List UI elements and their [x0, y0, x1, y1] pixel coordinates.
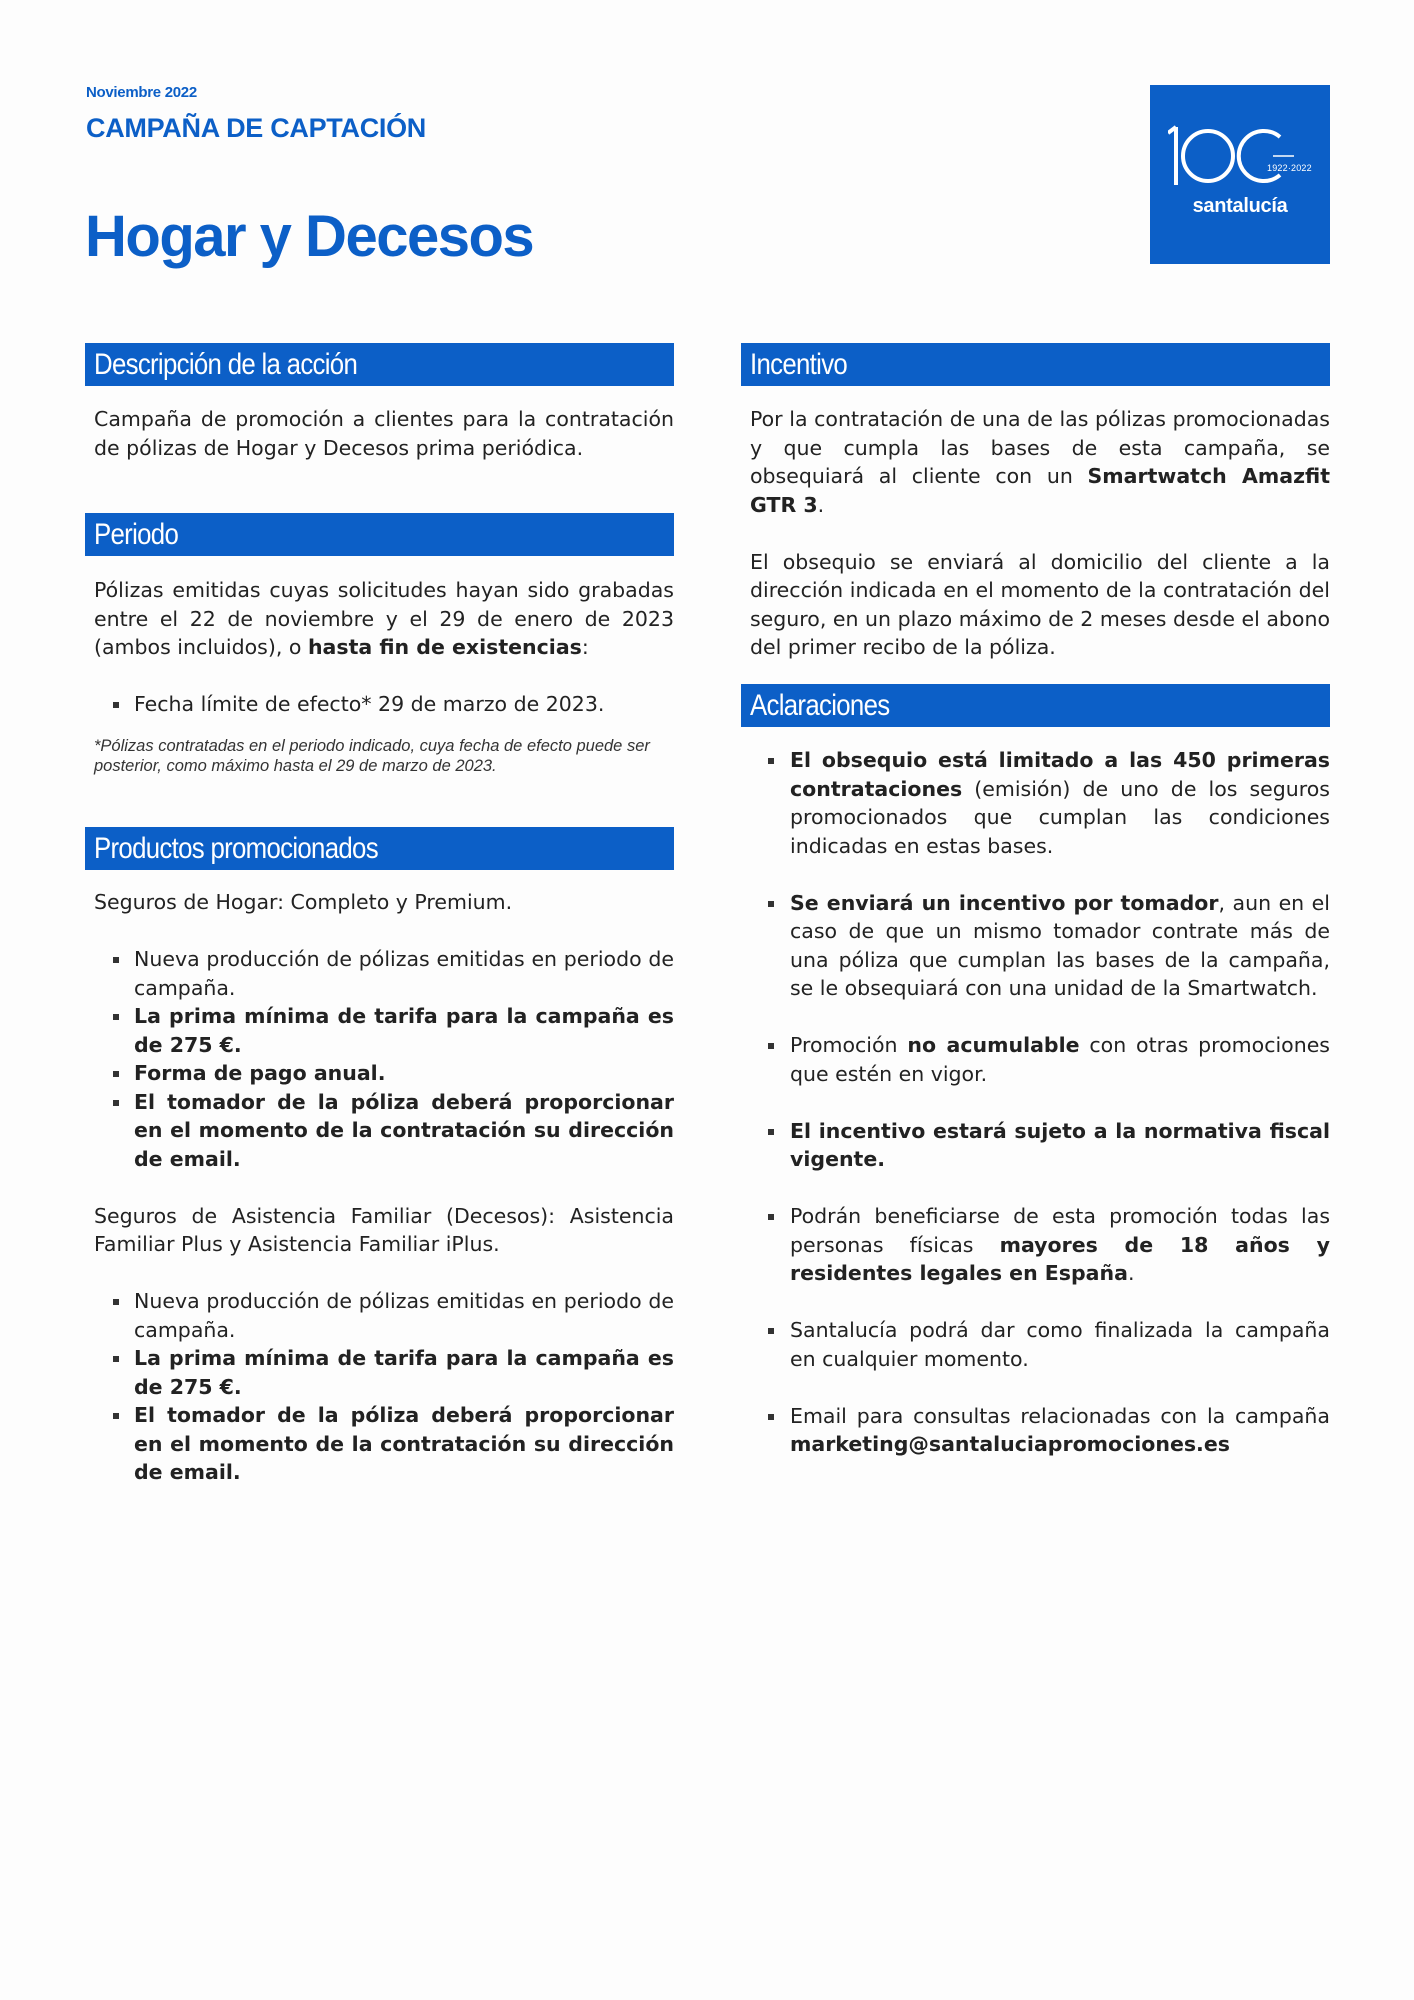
periodo-footnote: *Pólizas contratadas en el periodo indicado, cuya fecha de efecto puede ser posterior, como máximo hasta el 29 de marzo de 2023.: [94, 737, 650, 775]
aclaraciones-list: [750, 746, 1330, 1459]
list-item: Forma de pago anual.: [94, 1059, 674, 1088]
list-item: El tomador de la póliza deberá proporcionar en el momento de la contratación su dirección de email.: [94, 1088, 674, 1174]
list-item: El tomador de la póliza deberá proporcionar en el momento de la contratación su dirección de email.: [94, 1401, 674, 1487]
section-header-aclaraciones: Aclaraciones: [741, 684, 1330, 727]
descripcion-text: Campaña de promoción a clientes para la contratación de pólizas de Hogar y Decesos prima periódica.: [94, 407, 674, 460]
section-header-periodo: Periodo: [85, 513, 674, 556]
section-header-incentivo: Incentivo: [741, 343, 1330, 386]
spacer: [750, 1174, 1330, 1203]
page-title: Hogar y Decesos: [85, 204, 534, 269]
list-item: Nueva producción de pólizas emitidas en periodo de campaña.: [94, 1287, 674, 1344]
spacer: [750, 1003, 1330, 1032]
spacer: [750, 1088, 1330, 1117]
spacer: [750, 860, 1330, 889]
list-item: El obsequio está limitado a las 450 primeras contrataciones (emisión) de uno de los seguros promocionados que cumplan las condiciones indicadas en estas bases.: [750, 746, 1330, 860]
list-item: Podrán beneficiarse de esta promoción todas las personas físicas mayores de 18 años y residentes legales en España.: [750, 1202, 1330, 1288]
list-item: Nueva producción de pólizas emitidas en periodo de campaña.: [94, 945, 674, 1002]
logo-years: 1922·2022: [1267, 163, 1312, 173]
list-item: La prima mínima de tarifa para la campaña es de 275 €.: [94, 1344, 674, 1401]
contact-email[interactable]: marketing@santaluciapromociones.es: [790, 1432, 1230, 1456]
incentivo-text: Por la contratación de una de las pólizas promocionadas y que cumpla las bases de esta campaña, se obsequiará al cliente con un Smartwatch Amazfit GTR 3. El obsequio se enviará al domicilio del cliente a la dirección indicada en el momento de la contratación del seguro, en un plazo máximo de 2 meses desde el abono del primer recibo de la póliza.: [750, 407, 1330, 659]
date-label: Noviembre 2022: [86, 84, 197, 101]
list-item: Se enviará un incentivo por tomador, aun en el caso de que un mismo tomador contrate más de una póliza que cumplan las bases de la campaña, se le obsequiará con una unidad de la Smartwatch.: [750, 889, 1330, 1003]
centenary-100-icon: [1168, 123, 1296, 193]
section-header-descripcion: Descripción de la acción: [85, 343, 674, 386]
productos-text: Seguros de Hogar: Completo y Premium. Nueva producción de pólizas emitidas en periodo de campaña. La prima mínima de tarifa para la campaña es de 275 €. Forma de pago anual. El tomador de la póliza deberá proporcionar en el momento de la contratación su dirección de email. Seguros de Asistencia Familiar (Decesos): Asistencia Familiar Plus y Asistencia Familiar iPlus. Nueva producción de pólizas emitidas en periodo de campaña. La prima mínima de tarifa para la campaña es de 275 €. El tomador de la póliza deberá proporcionar en el momento de la contratación su dirección de email.: [94, 888, 674, 1487]
list-item: La prima mínima de tarifa para la campaña es de 275 €.: [94, 1002, 674, 1059]
section-header-productos: Productos promocionados: [85, 827, 674, 870]
list-item: Santalucía podrá dar como finalizada la campaña en cualquier momento.: [750, 1316, 1330, 1373]
list-item: Email para consultas relacionadas con la campaña marketing@santaluciapromociones.es: [750, 1402, 1330, 1459]
list-item: Promoción no acumulable con otras promociones que estén en vigor.: [750, 1031, 1330, 1088]
spacer: [750, 1373, 1330, 1402]
logo-brand: santalucía: [1192, 195, 1288, 217]
spacer: [750, 1288, 1330, 1317]
santalucia-logo: [1150, 85, 1330, 264]
list-item: El incentivo estará sujeto a la normativa fiscal vigente.: [750, 1117, 1330, 1174]
periodo-text: Pólizas emitidas cuyas solicitudes hayan sido grabadas entre el 22 de noviembre y el 29 de enero de 2023 (ambos incluidos), o hasta fin de existencias: Fecha límite de efecto* 29 de marzo de 2023.: [94, 576, 674, 719]
list-item: Fecha límite de efecto* 29 de marzo de 2023.: [94, 690, 674, 719]
campaign-label: CAMPAÑA DE CAPTACIÓN: [86, 113, 426, 143]
